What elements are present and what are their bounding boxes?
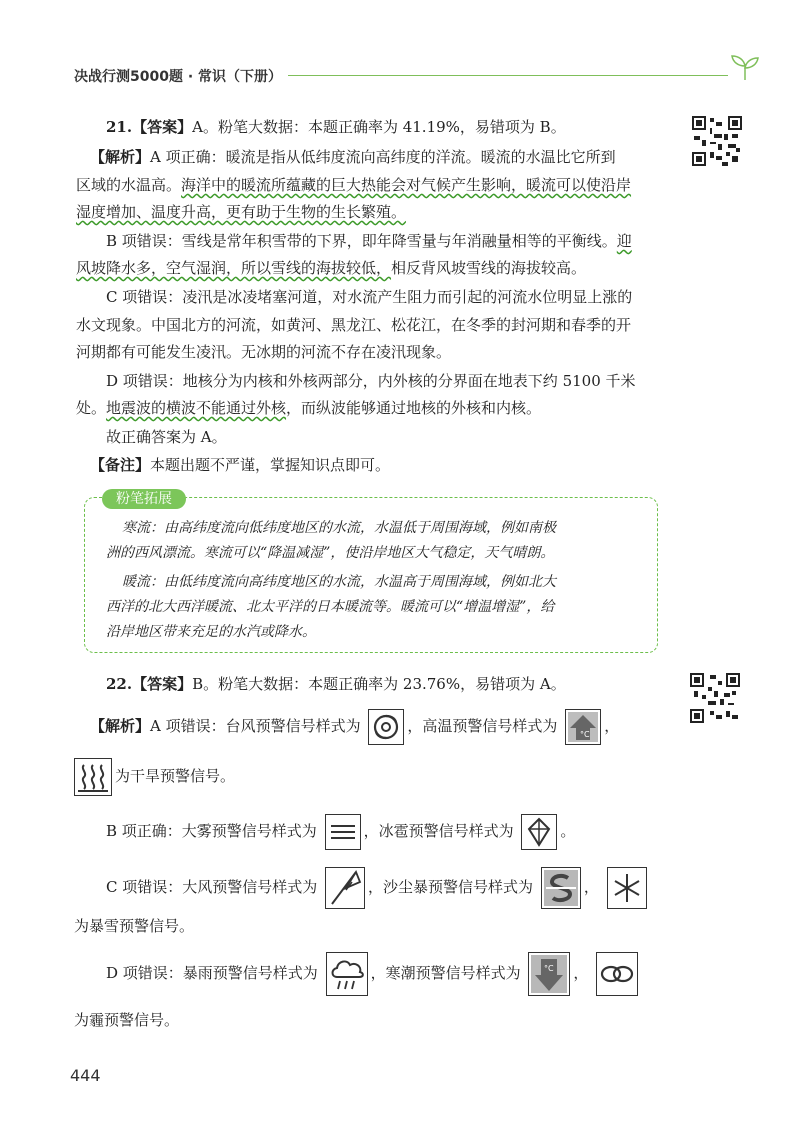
q22-analysis-a-line1: [90, 707, 619, 745]
q22-analysis-b-line: [106, 811, 575, 851]
q21-conclusion: 故正确答案为 A。: [106, 428, 227, 446]
drought-warning-icon: [74, 758, 112, 796]
q21-text-segment: 处。: [76, 399, 107, 417]
sprout-leaf-icon: [728, 54, 762, 82]
running-header: [74, 60, 764, 90]
q21-text-segment: 区域的水温高。: [76, 176, 182, 194]
gale-warning-icon: [325, 867, 365, 909]
book-title: 决战行测5000题 · 常识（下册）: [74, 69, 283, 85]
blizzard-warning-icon: [607, 867, 647, 909]
extension-nuanliu-line2: 西洋的北大西洋暖流、北太平洋的日本暖流等。暖流可以“增温增湿”，给: [106, 599, 555, 615]
extension-tag: 粉笔拓展: [102, 489, 186, 509]
high-temperature-warning-icon: [565, 709, 601, 745]
q21-analysis-a-line1: [90, 147, 616, 167]
rainstorm-warning-icon: [326, 952, 368, 996]
q22-text-segment: ，: [583, 878, 599, 896]
fog-warning-icon: [325, 814, 361, 850]
q21-analysis-a-line2: [76, 175, 631, 195]
q22-text-segment: ，: [573, 964, 589, 982]
q22-answer-text: B。粉笔大数据：本题正确率为 23.76%，易错项为 A。: [192, 675, 566, 693]
q21-analysis-c-line1: C 项错误：凌汛是冰凌堵塞河道，对水流产生阻力而引起的河流水位明显上涨的: [106, 288, 633, 306]
q21-note-label: 【备注】: [90, 456, 151, 474]
sandstorm-warning-icon: [541, 867, 581, 909]
q22-analysis-d-line2: 为霾预警信号。: [74, 1011, 180, 1029]
q22-text-segment: B 项正确：大雾预警信号样式为: [106, 822, 317, 840]
qr-code-icon: [692, 116, 742, 166]
q22-text-segment: D 项错误：暴雨预警信号样式为: [106, 964, 318, 982]
q21-analysis-a-line3: [76, 202, 406, 222]
q21-underlined-segment: 风坡降水多，空气湿润，所以雪线的海拔较低，: [76, 259, 392, 277]
q21-text-segment: ，而纵波能够通过地核的外核和内核。: [286, 399, 542, 417]
header-rule: [288, 75, 728, 76]
q21-underlined-segment: 湿度增加、温度升高，更有助于生物的生长繁殖。: [76, 203, 407, 221]
q22-text-segment: ，: [604, 717, 620, 735]
q22-answer-label: 22.【答案】: [106, 675, 193, 693]
q22-text-segment: ，冰雹预警信号样式为: [363, 822, 514, 840]
q21-analysis-d-line1: D 项错误：地核分为内核和外核两部分，内外核的分界面在地表下约 5100 千米: [106, 372, 636, 390]
extension-nuanliu-line3: 沿岸地区带来充足的水汽或降水。: [106, 624, 316, 640]
q22-text-segment: A 项错误：台风预警信号样式为: [150, 717, 361, 735]
q21-analysis-b-line2: [76, 258, 586, 278]
extension-hanliu-line2: 洲的西风漂流。寒流可以“降温减湿”，使沿岸地区大气稳定，天气晴朗。: [106, 545, 555, 561]
q21-note-text: 本题出题不严谨，掌握知识点即可。: [150, 456, 391, 474]
page-number: 444: [70, 1066, 101, 1085]
qr-code-icon: [690, 673, 740, 723]
q21-text-segment: B 项错误：雪线是常年积雪带的下界，即年降雪量与年消融量相等的平衡线。: [106, 232, 617, 250]
cold-icon-label: °C: [544, 964, 554, 973]
typhoon-warning-icon: [368, 709, 404, 745]
q22-analysis-label: 【解析】: [90, 717, 151, 735]
q22-text-segment: ，沙尘暴预警信号样式为: [368, 878, 534, 896]
q21-analysis-text: A 项正确：暖流是指从低纬度流向高纬度的洋流。暖流的水温比它所到: [150, 148, 616, 166]
q22-analysis-c-line2: 为暴雪预警信号。: [74, 917, 195, 935]
q22-text-segment: ，高温预警信号样式为: [407, 717, 558, 735]
hail-warning-icon: [521, 814, 557, 850]
q21-underlined-segment: 地震波的横波不能通过外核: [106, 399, 287, 417]
q22-text-segment: C 项错误：大风预警信号样式为: [106, 878, 318, 896]
q21-note: [90, 455, 390, 475]
q22-text-segment: ，寒潮预警信号样式为: [370, 964, 521, 982]
q22-analysis-c-line1: [106, 865, 650, 909]
q21-answer-label: 21.【答案】: [106, 118, 193, 136]
q21-analysis-c-line3: 河期都有可能发生凌汛。无冰期的河流不存在凌汛现象。: [76, 343, 452, 361]
q21-answer-line: [106, 117, 566, 137]
extension-nuanliu-line1: 暖流：由低纬度流向高纬度地区的水流，水温高于周围海域，例如北大: [122, 574, 556, 590]
q21-underlined-segment: 海洋中的暖流所蕴藏的巨大热能会对气候产生影响，暖流可以使沿岸: [181, 176, 632, 194]
q21-underlined-segment: 迎: [616, 232, 632, 250]
q22-analysis-d-line1: [106, 950, 641, 996]
extension-hanliu-line1: 寒流：由高纬度流向低纬度地区的水流，水温低于周围海域，例如南极: [122, 520, 556, 536]
q22-text-segment: 。: [560, 822, 576, 840]
q21-analysis-c-line2: 水文现象。中国北方的河流，如黄河、黑龙江、松花江，在冬季的封河期和春季的开: [76, 316, 632, 334]
q21-text-segment: 相反背风坡雪线的海拔较高。: [391, 259, 587, 277]
cold-wave-warning-icon: [528, 952, 570, 996]
q21-analysis-b-line1: [106, 231, 632, 251]
haze-warning-icon: [596, 952, 638, 996]
q21-analysis-d-line2: [76, 398, 541, 418]
q22-answer-line: [106, 674, 566, 694]
q21-answer-text: A。粉笔大数据：本题正确率为 41.19%，易错项为 B。: [192, 118, 566, 136]
q22-analysis-a-line2: [74, 756, 235, 796]
q21-analysis-label: 【解析】: [90, 148, 151, 166]
q22-text-segment: 为干旱预警信号。: [115, 767, 236, 785]
heat-icon-label: °C: [580, 730, 590, 739]
